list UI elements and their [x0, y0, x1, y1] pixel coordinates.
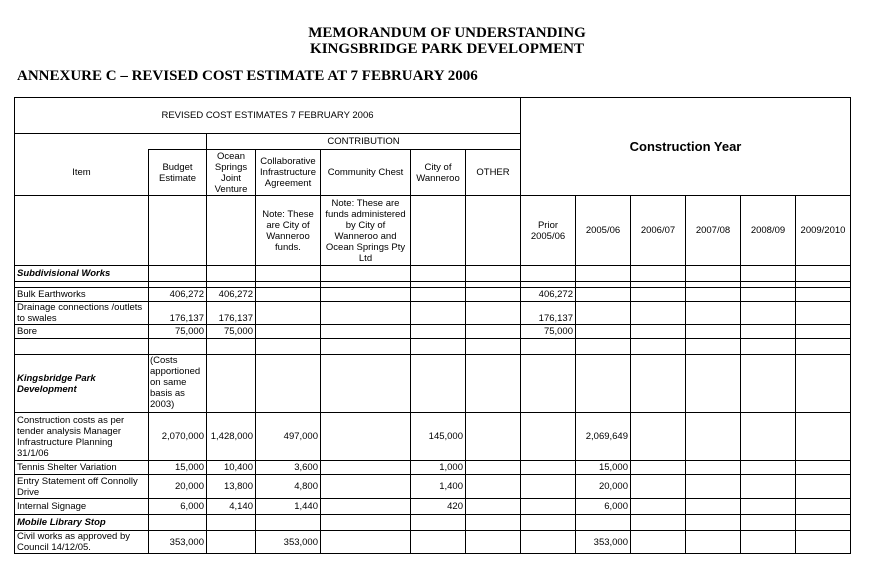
notes-cell-city: [411, 196, 466, 266]
kingsbridge-apportion-note: (Costs apportioned on same basis as 2003): [149, 355, 207, 413]
city-value: 1,400: [411, 475, 466, 499]
ocean-springs-value: 13,800: [207, 475, 256, 499]
cost-estimate-table: [14, 97, 851, 554]
section-kingsbridge-park: Kingsbridge Park Development: [15, 355, 149, 413]
row-item-label: Construction costs as per tender analysis Manager Infrastructure Planning 31/1/06: [15, 413, 149, 461]
col-header-city: City of Wanneroo: [411, 150, 466, 196]
ocean-springs-value: 1,428,000: [207, 413, 256, 461]
year-2005-06-value: 20,000: [576, 475, 631, 499]
col-header-other: OTHER: [466, 150, 521, 196]
table-row: [15, 288, 851, 302]
col-header-collaborative: Collaborative Infrastructure Agreement: [256, 150, 321, 196]
year-2005-06-value: 2,069,649: [576, 413, 631, 461]
row-item-label: Tennis Shelter Variation: [15, 461, 149, 475]
table-row: [15, 499, 851, 515]
ocean-springs-value: 75,000: [207, 325, 256, 339]
table-row: [15, 461, 851, 475]
row-item-label: Bore: [15, 325, 149, 339]
table-caption: REVISED COST ESTIMATES 7 FEBRUARY 2006: [15, 98, 521, 134]
year-2005-06-value: 6,000: [576, 499, 631, 515]
budget-value: 75,000: [149, 325, 207, 339]
prior-year-value: 176,137: [521, 302, 576, 325]
city-value: 1,000: [411, 461, 466, 475]
row-item-label: Bulk Earthworks: [15, 288, 149, 302]
section-subdivisional-works: Subdivisional Works: [15, 266, 149, 282]
construction-year-header: Construction Year: [521, 98, 851, 196]
budget-value: 406,272: [149, 288, 207, 302]
table-row: [15, 531, 851, 554]
budget-value: 20,000: [149, 475, 207, 499]
year-header-2007-08: 2007/08: [686, 196, 741, 266]
notes-cell-item: [15, 196, 149, 266]
prior-year-value: 406,272: [521, 288, 576, 302]
budget-value: 15,000: [149, 461, 207, 475]
ocean-springs-value: 10,400: [207, 461, 256, 475]
section-mobile-library-stop: Mobile Library Stop: [15, 515, 149, 531]
table-row: [15, 413, 851, 461]
budget-value: 6,000: [149, 499, 207, 515]
budget-value: 2,070,000: [149, 413, 207, 461]
table-row: [15, 302, 851, 325]
document-title-line2: KINGSBRIDGE PARK DEVELOPMENT: [310, 41, 584, 57]
collaborative-value: 4,800: [256, 475, 321, 499]
collaborative-value: 497,000: [256, 413, 321, 461]
city-value: 420: [411, 499, 466, 515]
table-row: [15, 325, 851, 339]
collaborative-value: 1,440: [256, 499, 321, 515]
header-blank: [15, 134, 207, 150]
col-header-community-chest: Community Chest: [321, 150, 411, 196]
community-chest-note: Note: These are funds administered by City of Wanneroo and Ocean Springs Pty Ltd: [321, 196, 411, 266]
ocean-springs-value: 406,272: [207, 288, 256, 302]
collab-note: Note: These are City of Wanneroo funds.: [256, 196, 321, 266]
ocean-springs-value: 4,140: [207, 499, 256, 515]
contribution-header: CONTRIBUTION: [207, 134, 521, 150]
year-2005-06-value: 353,000: [576, 531, 631, 554]
col-header-item: Item: [15, 150, 149, 196]
row-item-label: Drainage connections /outlets to swales: [15, 302, 149, 325]
row-item-label: Civil works as approved by Council 14/12/05.: [15, 531, 149, 554]
col-header-budget: Budget Estimate: [149, 150, 207, 196]
document-title-line1: MEMORANDUM OF UNDERSTANDING: [308, 25, 586, 41]
budget-value: 176,137: [149, 302, 207, 325]
year-header-2005-06: 2005/06: [576, 196, 631, 266]
notes-cell-budget: [149, 196, 207, 266]
collaborative-value: 3,600: [256, 461, 321, 475]
budget-value: 353,000: [149, 531, 207, 554]
ocean-springs-value: 176,137: [207, 302, 256, 325]
row-item-label: Entry Statement off Connolly Drive: [15, 475, 149, 499]
year-header-prior: Prior 2005/06: [521, 196, 576, 266]
year-header-2006-07: 2006/07: [631, 196, 686, 266]
table-row: [15, 475, 851, 499]
annexure-heading: ANNEXURE C – REVISED COST ESTIMATE AT 7 FEBRUARY 2006: [17, 68, 478, 84]
collaborative-value: 353,000: [256, 531, 321, 554]
prior-year-value: 75,000: [521, 325, 576, 339]
year-2005-06-value: 15,000: [576, 461, 631, 475]
year-header-2008-09: 2008/09: [741, 196, 796, 266]
row-item-label: Internal Signage: [15, 499, 149, 515]
notes-cell-ocean: [207, 196, 256, 266]
col-header-ocean-springs: Ocean Springs Joint Venture: [207, 150, 256, 196]
year-header-2009-2010: 2009/2010: [796, 196, 851, 266]
notes-cell-other: [466, 196, 521, 266]
city-value: 145,000: [411, 413, 466, 461]
